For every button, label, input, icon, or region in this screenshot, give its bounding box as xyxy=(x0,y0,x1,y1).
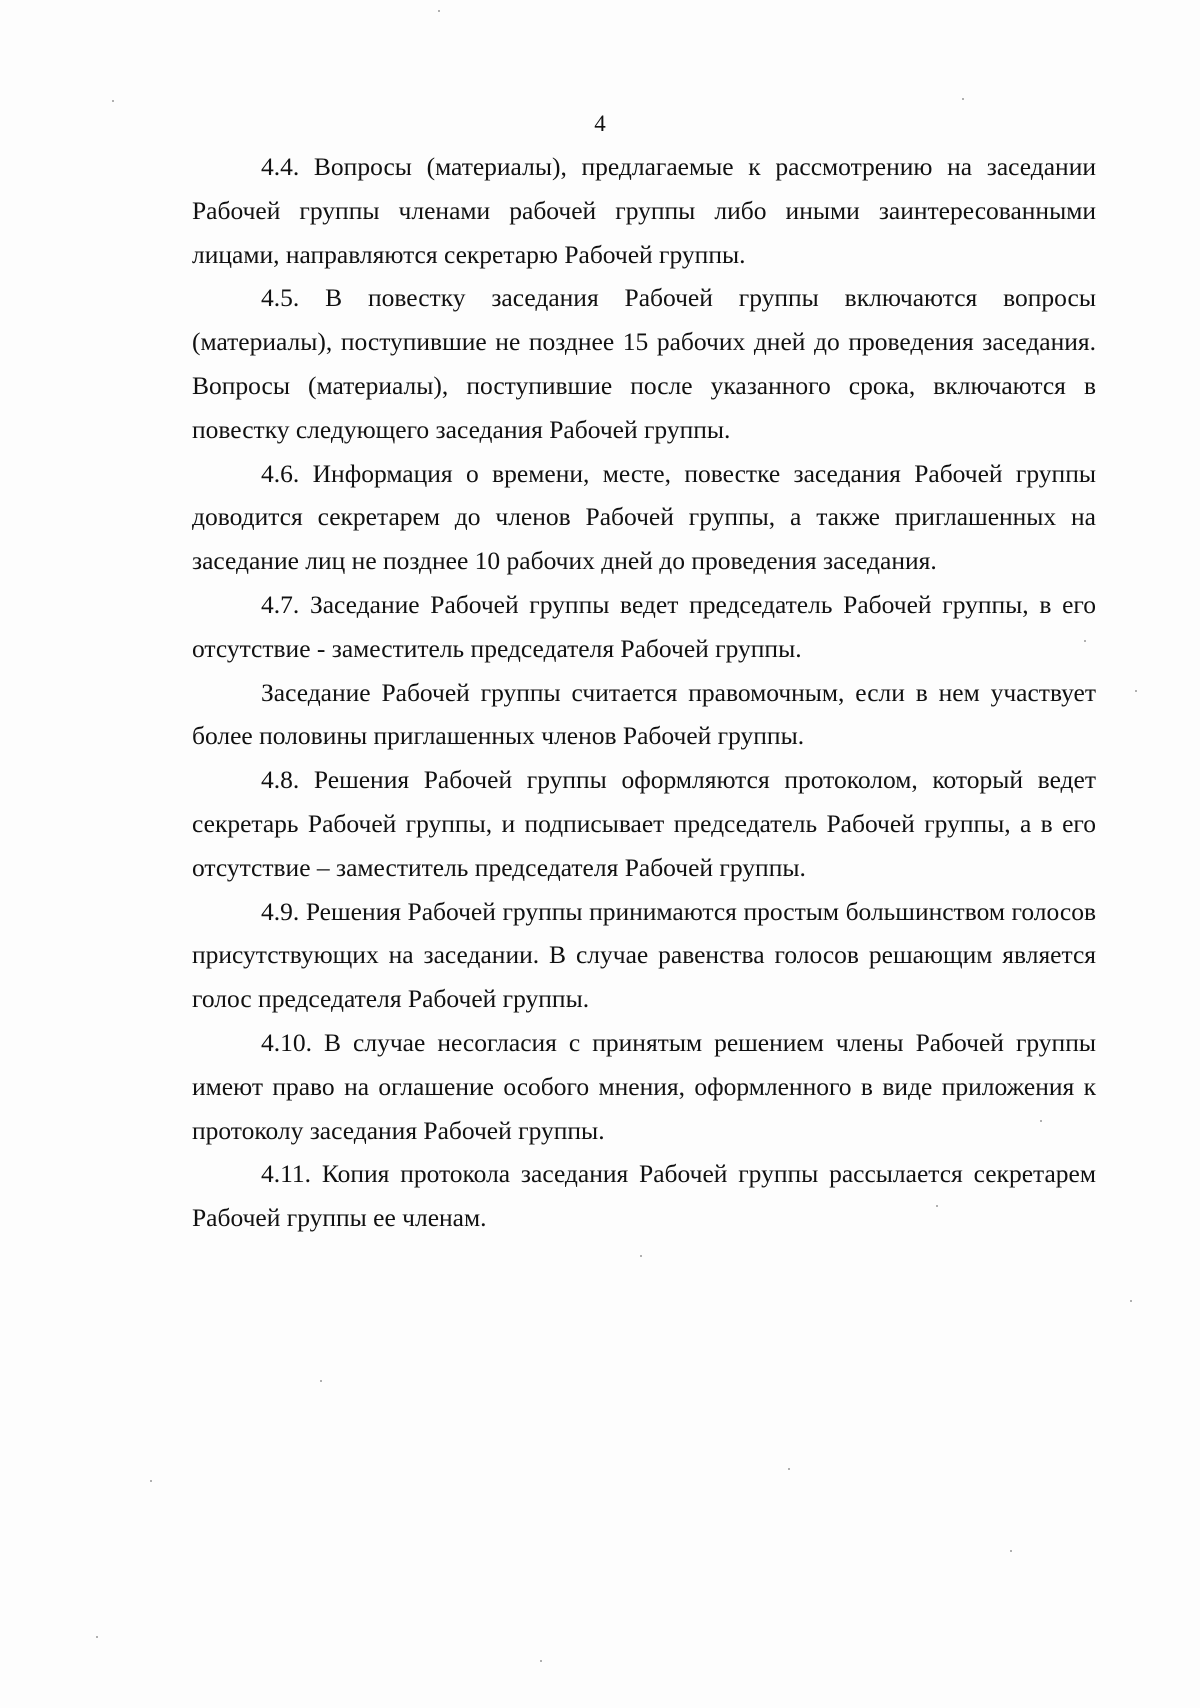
scan-speck xyxy=(936,1205,938,1207)
paragraph-4-11: 4.11. Копия протокола заседания Рабочей группы рассылается секретарем Рабочей группы ее членам. xyxy=(192,1159,1096,1233)
paragraph-4-8: 4.8. Решения Рабочей группы оформляются протоколом, который ведет секретарь Рабочей группы, и подписывает председатель Рабочей группы, а в его отсутствие – заместитель председателя Рабочей группы. xyxy=(192,765,1096,882)
paragraph-4-6: 4.6. Информация о времени, месте, повестке заседания Рабочей группы доводится секретарем до членов Рабочей группы, а также приглашенных на заседание лиц не позднее 10 рабочих дней до проведения заседания. xyxy=(192,458,1096,576)
paragraph-quorum: Заседание Рабочей группы считается правомочным, если в нем участвует более половины приглашенных членов Рабочей группы. xyxy=(192,677,1096,751)
scan-speck xyxy=(150,1480,152,1482)
paragraph-4-10: 4.10. В случае несогласия с принятым решением члены Рабочей группы имеют право на оглашение особого мнения, оформленного в виде приложения к протоколу заседания Рабочей группы. xyxy=(192,1027,1096,1145)
scan-speck xyxy=(1130,1300,1132,1302)
page-number: 4 xyxy=(594,111,606,136)
scan-speck xyxy=(1040,1120,1042,1122)
scan-speck xyxy=(96,1636,98,1638)
scan-speck xyxy=(640,1255,642,1257)
scan-speck xyxy=(1135,690,1137,692)
scan-speck xyxy=(438,10,440,12)
scan-speck xyxy=(320,1380,322,1382)
scan-speck xyxy=(540,1660,542,1662)
scan-speck xyxy=(112,100,114,102)
scan-speck xyxy=(788,1468,790,1470)
scan-speck xyxy=(1010,1550,1012,1552)
paragraph-4-9: 4.9. Решения Рабочей группы принимаются простым большинством голосов присутствующих на заседании. В случае равенства голосов решающим является голос председателя Рабочей группы. xyxy=(192,896,1096,1014)
document-body xyxy=(192,145,1096,1240)
paragraph-4-5: 4.5. В повестку заседания Рабочей группы включаются вопросы (материалы), поступившие не позднее 15 рабочих дней до проведения заседания. Вопросы (материалы), поступившие после указанного срока, включаются в повестку следующего заседания Рабочей группы. xyxy=(192,283,1096,444)
paragraph-4-4: 4.4. Вопросы (материалы), предлагаемые к рассмотрению на заседании Рабочей группы членами рабочей группы либо иными заинтересованными лицами, направляются секретарю Рабочей группы. xyxy=(192,152,1096,269)
paragraph-4-7: 4.7. Заседание Рабочей группы ведет председатель Рабочей группы, в его отсутствие - заместитель председателя Рабочей группы. xyxy=(192,589,1096,663)
scan-speck xyxy=(962,98,964,100)
scan-speck xyxy=(1084,640,1086,642)
